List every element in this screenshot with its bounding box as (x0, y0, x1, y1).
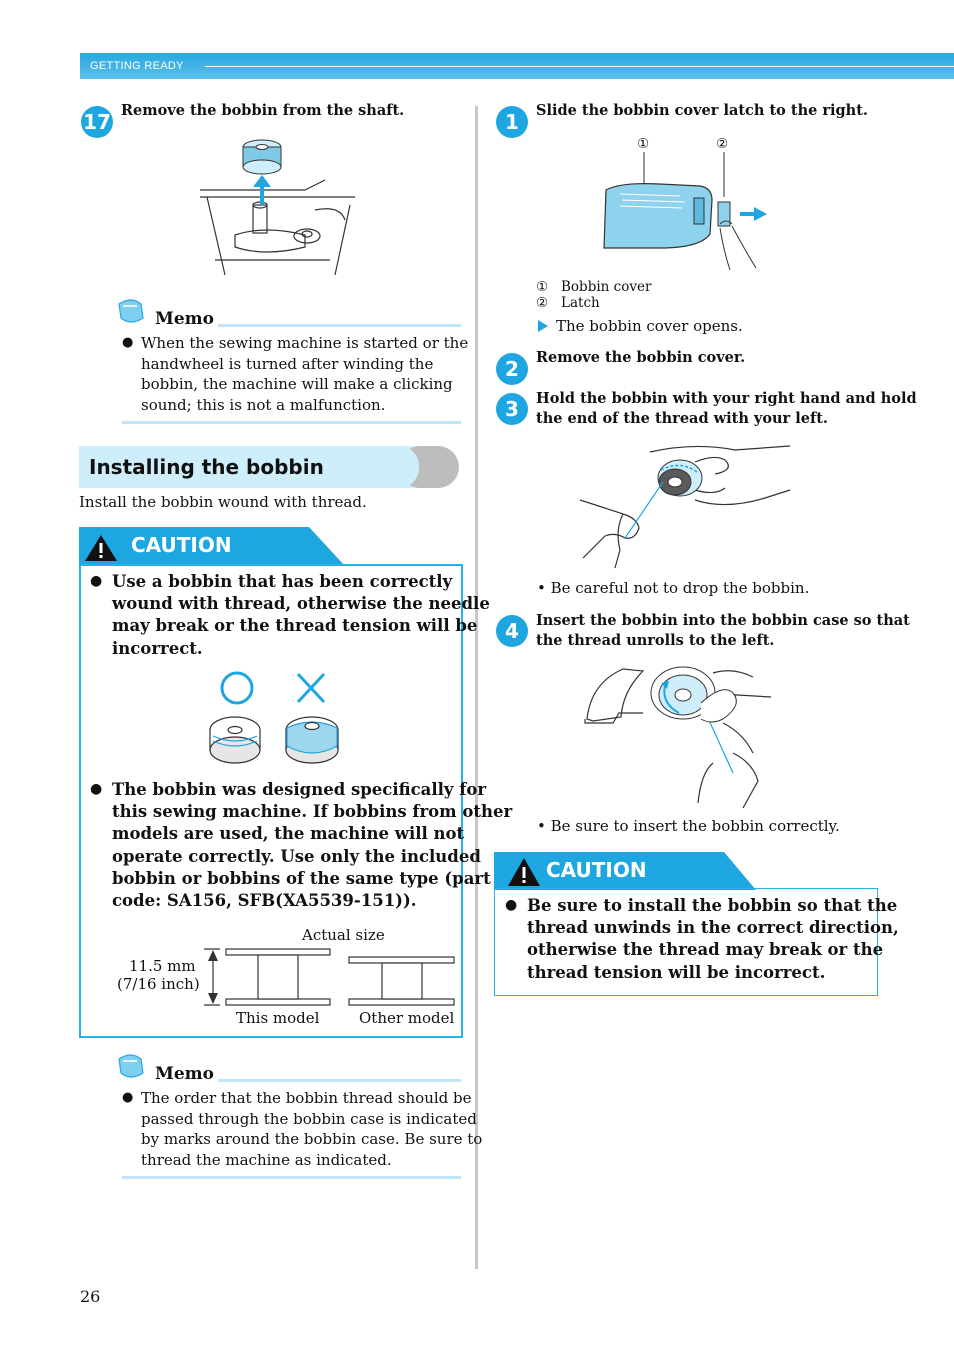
memo-bottom-rule (122, 421, 461, 424)
caution-text-right: Be sure to install the bobbin so that the thread unwinds in the correct direction, otherwise the thread may break or the thread tension will be incorrect. (527, 896, 899, 982)
step-17-badge: 17 (81, 106, 113, 138)
result-text: The bobbin cover opens. (556, 317, 743, 335)
memo-rule (218, 324, 461, 327)
remove-bobbin-illustration (195, 135, 365, 280)
memo-bottom-rule-2 (122, 1176, 461, 1179)
caution-bullet: ● (90, 573, 103, 589)
caution-text-2: The bobbin was designed specifically for this sewing machine. If bobbins from other models are used, the machine will not operate correctly. Use only the included bobbin or bobbins of the same type (part code: SA156, SFB(XA5539-151)). (112, 780, 513, 911)
step-3-badge: 3 (496, 393, 528, 425)
step-2-badge: 2 (496, 353, 528, 385)
memo-bullet: ● (122, 335, 134, 350)
memo-text-2: The order that the bobbin thread should be passed through the bobbin case is indicated by marks around the bobbin case. Be sure to thread the machine as indicated. (141, 1089, 483, 1169)
legend-label-2: Latch (561, 295, 600, 311)
memo-icon (115, 298, 147, 328)
bobbin-cover-illustration (600, 152, 775, 272)
caution-label: CAUTION (131, 533, 232, 557)
callout-2: ② (716, 136, 729, 152)
section-intro: Install the bobbin wound with thread. (79, 493, 367, 511)
this-model-label: This model (236, 1009, 320, 1027)
memo-title-2: Memo (155, 1064, 214, 1084)
section-title: Installing the bobbin (89, 455, 324, 479)
legend-label-1: Bobbin cover (561, 279, 652, 295)
actual-size-label: Actual size (302, 926, 385, 944)
caution-label-right: CAUTION (546, 858, 647, 882)
insert-bobbin-illustration (583, 663, 778, 808)
memo-bullet-2: ● (122, 1090, 134, 1105)
note-4: • Be sure to insert the bobbin correctly. (537, 817, 840, 835)
step-4-badge: 4 (496, 615, 528, 647)
section-header: GETTING READY (90, 60, 184, 72)
dimension-mm: 11.5 mm (129, 957, 196, 975)
caution-bullet-2: ● (90, 781, 103, 797)
note-3: • Be careful not to drop the bobbin. (537, 579, 810, 597)
caution-text-1: Use a bobbin that has been correctly wound with thread, otherwise the needle may break or the thread tension will be incorrect. (112, 572, 490, 658)
legend-mark-1: ① (536, 279, 549, 295)
step-1-text: Slide the bobbin cover latch to the right. (536, 102, 868, 119)
header-rule (205, 66, 954, 67)
memo-text: When the sewing machine is started or the handwheel is turned after winding the bobbin, the machine will make a clicking sound; this is not a malfunction. (141, 334, 469, 414)
caution-bullet-right: ● (505, 897, 518, 913)
memo-title: Memo (155, 309, 214, 329)
memo-icon-2 (115, 1053, 147, 1083)
bobbin-size-comparison (200, 945, 458, 1010)
page-number: 26 (80, 1287, 101, 1306)
step-2-text: Remove the bobbin cover. (536, 349, 746, 366)
result-arrow-icon (537, 319, 549, 333)
step-4-text: Insert the bobbin into the bobbin case so that the thread unrolls to the left. (536, 612, 910, 649)
hold-bobbin-illustration (575, 440, 795, 570)
callout-1: ① (637, 136, 650, 152)
legend-mark-2: ② (536, 295, 549, 311)
dimension-inch: (7/16 inch) (117, 975, 200, 993)
memo-rule-2 (218, 1079, 461, 1082)
step-17-text: Remove the bobbin from the shaft. (121, 102, 405, 119)
other-model-label: Other model (359, 1009, 455, 1027)
step-1-badge: 1 (496, 106, 528, 138)
step-3-text: Hold the bobbin with your right hand and hold the end of the thread with your left. (536, 390, 917, 427)
bobbin-ok-ng-illustration (205, 668, 345, 773)
